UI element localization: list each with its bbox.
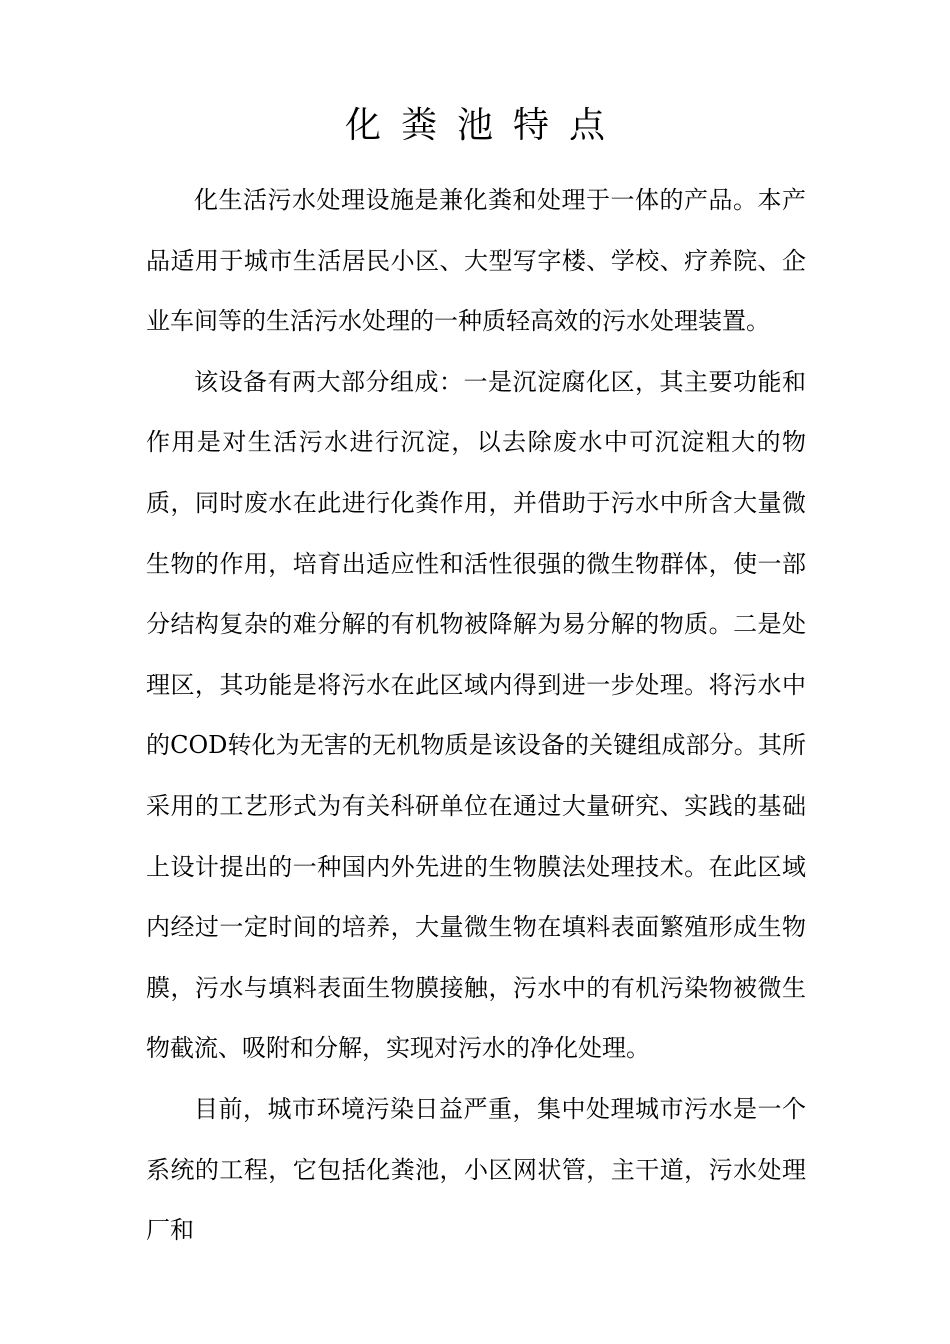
page-title: 化粪池特点 bbox=[344, 105, 625, 146]
document-body bbox=[146, 170, 806, 1261]
paragraph-components: 该设备有两大部分组成：一是沉淀腐化区，其主要功能和作用是对生活污水进行沉淀，以去除废水中可沉淀粗大的物质，同时废水在此进行化粪作用，并借助于污水中所含大量微生物的作用，培育出适应性和活性很强的微生物群体，使一部分结构复杂的难分解的有机物被降解为易分解的物质。二是处理区，其功能是将污水在此区域内得到进一步处理。将污水中的COD转化为无害的无机物质是该设备的关键组成部分。其所采用的工艺形式为有关科研单位在通过大量研究、实践的基础上设计提出的一种国内外先进的生物膜法处理技术。在此区域内经过一定时间的培养，大量微生物在填料表面繁殖形成生物膜，污水与填料表面生物膜接触，污水中的有机污染物被微生物截流、吸附和分解，实现对污水的净化处理。 bbox=[146, 367, 806, 1063]
paragraph-intro: 化生活污水处理设施是兼化粪和处理于一体的产品。本产品适用于城市生活居民小区、大型写字楼、学校、疗养院、企业车间等的生活污水处理的一种质轻高效的污水处理装置。 bbox=[146, 186, 806, 336]
paragraph-current-status: 目前，城市环境污染日益严重，集中处理城市污水是一个系统的工程，它包括化粪池，小区网状管，主干道，污水处理厂和 bbox=[146, 1094, 806, 1245]
